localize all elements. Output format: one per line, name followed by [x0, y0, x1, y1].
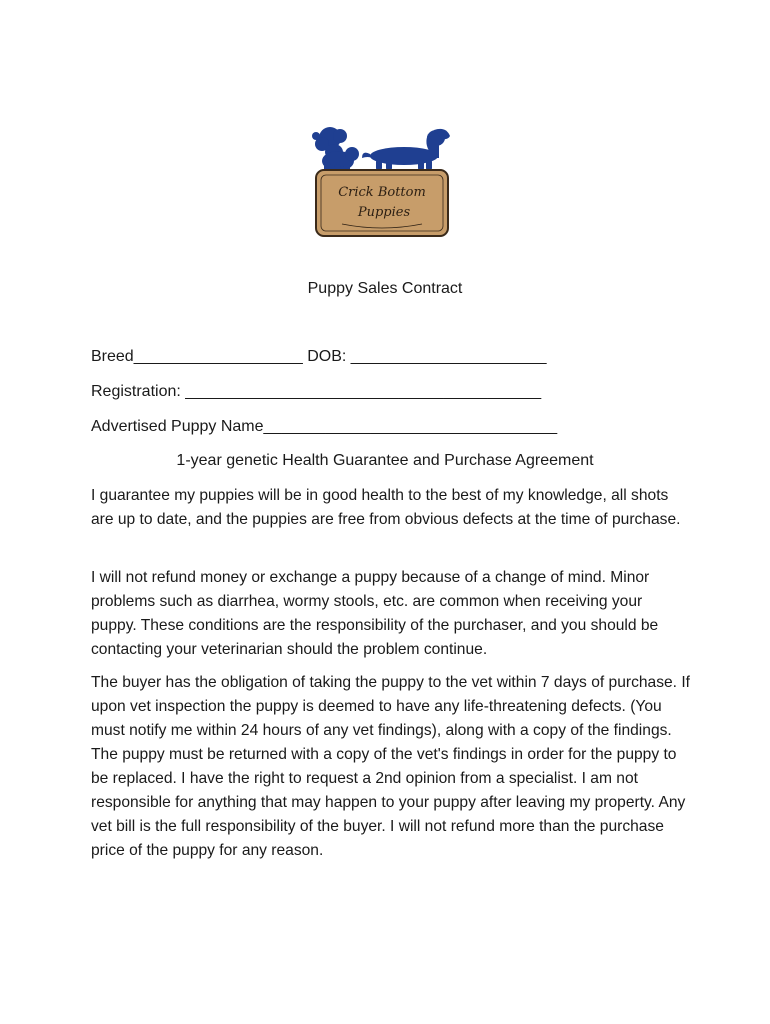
dachshund-icon [362, 129, 450, 170]
advertised-puppy-name-field[interactable]: Advertised Puppy Name_________________________________ [91, 418, 558, 435]
crick-bottom-puppies-logo [312, 124, 454, 240]
registration-field[interactable]: Registration: ________________________________________ [91, 383, 542, 400]
paragraph-health-guarantee: I guarantee my puppies will be in good health to the best of my knowledge, all shots are up to date, and the puppies are free from obvious defects at the time of purchase. [91, 487, 681, 528]
paragraph-vet-obligation: The buyer has the obligation of taking the puppy to the vet within 7 days of purchase. If upon vet inspection the puppy is deemed to have any life-threatening defects. (You must notify me within 24 hours of any vet findings), along with a copy of the findings. The puppy must be returned with a copy of the vet's findings in order for the puppy to be replaced. I have the right to request a 2nd opinion from a specialist. I am not responsible for anything that may happen to your puppy after leaving my property. Any vet bill is the full responsibility of the buyer. I will not refund more than the purchase price of the puppy for any reason. [91, 674, 691, 859]
page-title: Puppy Sales Contract [307, 280, 463, 297]
logo-text-line1: Crick Bottom [338, 185, 426, 200]
agreement-subheading: 1-year genetic Health Guarantee and Purchase Agreement [176, 452, 594, 469]
paragraph-no-refund: I will not refund money or exchange a puppy because of a change of mind. Minor problems such as diarrhea, wormy stools, etc. are common when receiving your puppy. These conditions are the responsibility of the purchaser, and you should be contacting your veterinarian should the problem continue. [91, 569, 659, 658]
poodle-icon [312, 127, 359, 176]
breed-dob-field[interactable]: Breed___________________ DOB: ______________________ [91, 348, 547, 365]
logo-text-line2: Puppies [357, 205, 411, 220]
logo-plaque [316, 170, 448, 236]
